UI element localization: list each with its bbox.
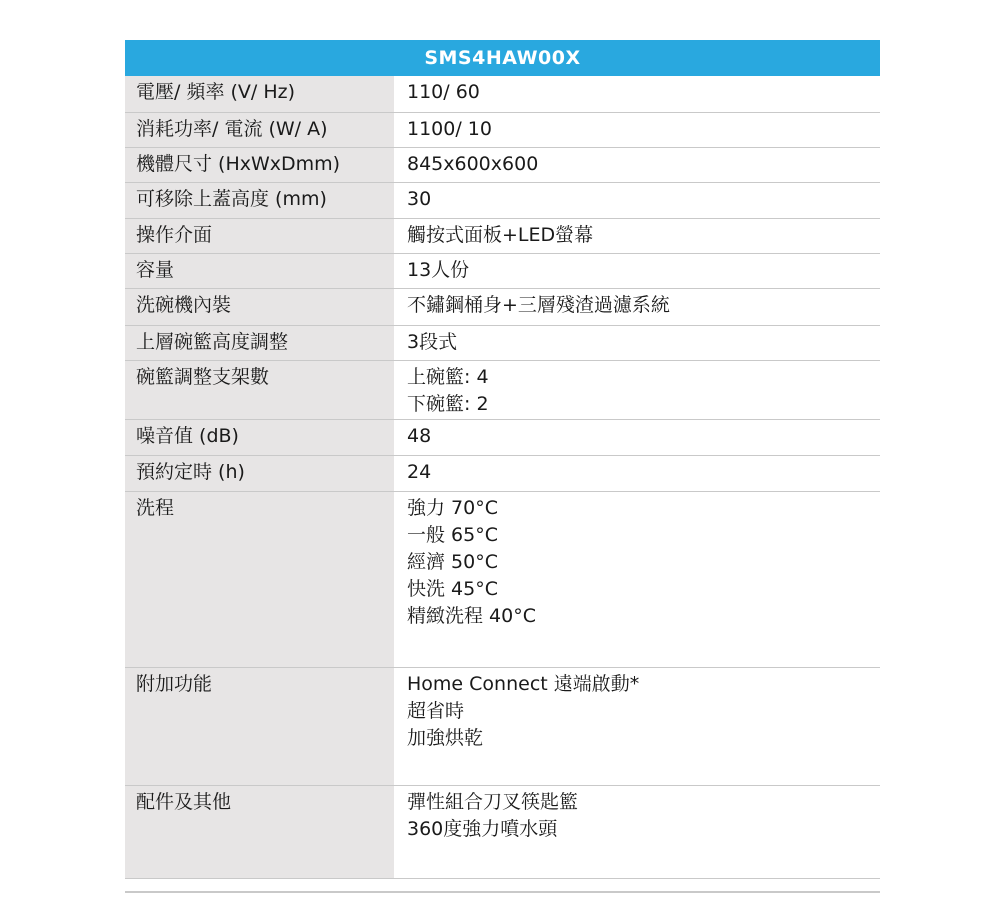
spec-label: 配件及其他 [125,786,394,878]
spec-value-line: 精緻洗程 40°C [407,605,536,627]
spec-row [125,420,880,456]
spec-row [125,786,880,879]
spec-label: 消耗功率/ 電流 (W/ A) [125,113,394,147]
spec-value [394,361,880,419]
spec-label: 上層碗籃高度調整 [125,326,394,360]
spec-value-line: 3段式 [407,331,458,353]
spec-value [394,183,880,218]
spec-row [125,492,880,668]
spec-value [394,148,880,182]
spec-value [394,326,880,360]
spec-value-line: 360度強力噴水頭 [407,818,558,840]
spec-value-line: 快洗 45°C [407,578,498,600]
spec-row [125,148,880,183]
spec-value-line: 845x600x600 [407,153,539,175]
spec-table [125,40,880,879]
spec-value-line: 一般 65°C [407,524,498,546]
spec-row [125,361,880,420]
spec-label: 預約定時 (h) [125,456,394,491]
spec-label: 電壓/ 頻率 (V/ Hz) [125,76,394,112]
spec-value [394,219,880,253]
spec-value-line: 下碗籃: 2 [407,393,489,415]
spec-rows [125,76,880,879]
spec-value [394,420,880,455]
spec-value-line: 13人份 [407,259,470,281]
spec-value [394,254,880,288]
spec-value-line: 110/ 60 [407,81,480,103]
spec-row [125,76,880,113]
spec-label: 洗程 [125,492,394,667]
spec-value-line: 48 [407,425,432,447]
spec-row [125,254,880,289]
spec-row [125,456,880,492]
spec-value [394,786,880,878]
spec-row [125,113,880,148]
spec-value [394,668,880,785]
spec-label: 機體尺寸 (HxWxDmm) [125,148,394,182]
spec-label: 容量 [125,254,394,288]
spec-value-line: 觸按式面板+LED螢幕 [407,224,594,246]
spec-value-line: 1100/ 10 [407,118,492,140]
model-header: SMS4HAW00X [125,40,880,76]
spec-label: 操作介面 [125,219,394,253]
spec-value [394,76,880,112]
spec-value [394,113,880,147]
spec-value-line: 經濟 50°C [407,551,498,573]
spec-row [125,219,880,254]
spec-value-line: 30 [407,188,432,210]
spec-label: 洗碗機內裝 [125,289,394,325]
spec-value-line: 強力 70°C [407,497,498,519]
spec-value-line: 超省時 [407,700,465,722]
spec-label: 可移除上蓋高度 (mm) [125,183,394,218]
spec-label: 碗籃調整支架數 [125,361,394,419]
spec-value-line: 24 [407,461,432,483]
spec-row [125,289,880,326]
spec-row [125,668,880,786]
spec-value-line: 上碗籃: 4 [407,366,489,388]
spec-value-line: 彈性組合刀叉筷匙籃 [407,791,579,813]
spec-value-line: Home Connect 遠端啟動* [407,673,640,695]
spec-row [125,183,880,219]
table-bottom-rule [125,891,880,893]
spec-label: 附加功能 [125,668,394,785]
spec-row [125,326,880,361]
spec-value [394,492,880,667]
spec-value [394,456,880,491]
spec-value-line: 不鏽鋼桶身+三層殘渣過濾系統 [407,294,670,316]
spec-value [394,289,880,325]
spec-value-line: 加強烘乾 [407,727,484,749]
spec-label: 噪音值 (dB) [125,420,394,455]
